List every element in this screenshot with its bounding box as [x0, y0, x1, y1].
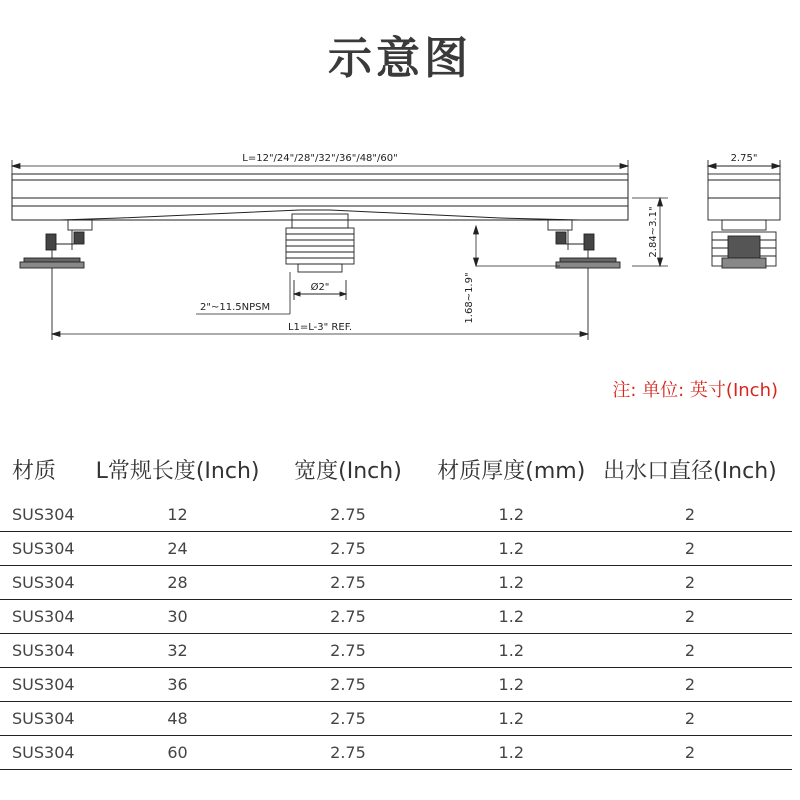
table-row [0, 600, 792, 634]
cell-thickness: 1.2 [435, 634, 588, 668]
header-material: 材质 [12, 458, 57, 484]
header-thickness: 材质厚度(mm) [437, 458, 586, 484]
channel-body [12, 174, 628, 220]
cell-length: 30 [94, 600, 261, 634]
cell-material: SUS304 [0, 736, 94, 770]
table-row [0, 566, 792, 600]
cell-thickness: 1.2 [435, 532, 588, 566]
cell-width: 2.75 [261, 634, 435, 668]
right-leg [548, 220, 620, 340]
l1-label: L1=L-3" REF. [287, 322, 353, 333]
cell-width: 2.75 [261, 498, 435, 532]
table-row [0, 736, 792, 770]
width-label: 2.75" [730, 153, 758, 164]
thread-label: 2"~11.5NPSM [200, 302, 271, 313]
cell-length: 48 [94, 702, 261, 736]
cell-length: 24 [94, 532, 261, 566]
cell-material: SUS304 [0, 634, 94, 668]
cell-outlet-diameter: 2 [588, 668, 792, 702]
left-leg [20, 220, 92, 340]
cell-material: SUS304 [0, 668, 94, 702]
table-row [0, 668, 792, 702]
table-row [0, 634, 792, 668]
table-row [0, 532, 792, 566]
cell-length: 60 [94, 736, 261, 770]
cell-length: 32 [94, 634, 261, 668]
cell-material: SUS304 [0, 532, 94, 566]
cell-width: 2.75 [261, 566, 435, 600]
cell-outlet-diameter: 2 [588, 532, 792, 566]
cell-thickness: 1.2 [435, 498, 588, 532]
spec-table [0, 448, 792, 770]
page-title: 示意图 [328, 33, 472, 84]
table-row [0, 702, 792, 736]
cell-length: 28 [94, 566, 261, 600]
cell-width: 2.75 [261, 702, 435, 736]
cell-material: SUS304 [0, 498, 94, 532]
cell-outlet-diameter: 2 [588, 566, 792, 600]
table-row [0, 498, 792, 532]
cell-material: SUS304 [0, 702, 94, 736]
cell-material: SUS304 [0, 566, 94, 600]
drain-schematic [0, 140, 800, 350]
table-header-row [0, 448, 792, 498]
cell-thickness: 1.2 [435, 600, 588, 634]
cell-width: 2.75 [261, 600, 435, 634]
cell-length: 12 [94, 498, 261, 532]
header-outlet-diameter: 出水口直径(Inch) [603, 458, 777, 484]
adjust-label: 1.68~1.9" [464, 272, 475, 324]
cell-outlet-diameter: 2 [588, 498, 792, 532]
cell-outlet-diameter: 2 [588, 600, 792, 634]
cell-thickness: 1.2 [435, 668, 588, 702]
cell-outlet-diameter: 2 [588, 736, 792, 770]
header-width: 宽度(Inch) [294, 458, 402, 484]
unit-note: 注: 单位: 英寸(Inch) [612, 380, 778, 401]
cell-outlet-diameter: 2 [588, 702, 792, 736]
cell-material: SUS304 [0, 600, 94, 634]
header-length: L常规长度(Inch) [95, 458, 260, 484]
cell-width: 2.75 [261, 532, 435, 566]
cell-width: 2.75 [261, 668, 435, 702]
cell-outlet-diameter: 2 [588, 634, 792, 668]
cell-thickness: 1.2 [435, 566, 588, 600]
cell-width: 2.75 [261, 736, 435, 770]
length-label: L=12"/24"/28"/32"/36"/48"/60" [242, 153, 398, 164]
cell-thickness: 1.2 [435, 736, 588, 770]
side-view [708, 160, 780, 268]
cell-thickness: 1.2 [435, 702, 588, 736]
outlet-diameter-label: Ø2" [310, 282, 330, 293]
height-label: 2.84~3.1" [648, 206, 659, 258]
cell-length: 36 [94, 668, 261, 702]
adjust-dimension [474, 226, 561, 266]
